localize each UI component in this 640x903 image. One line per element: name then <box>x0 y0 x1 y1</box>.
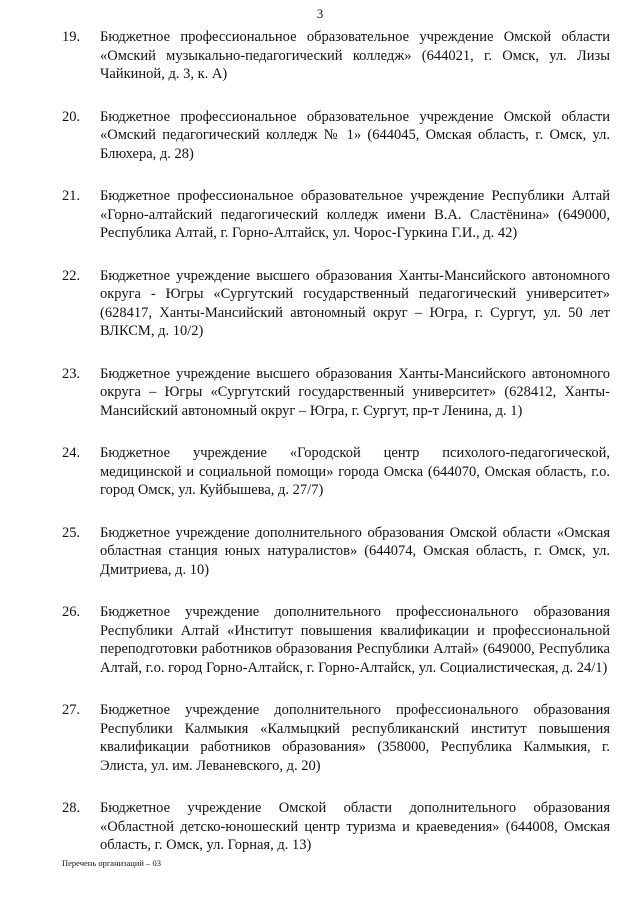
page-footer: Перечень организаций – 03 <box>62 858 161 868</box>
item-text: Бюджетное профессиональное образовательное учреждение Омской области «Омский педагогический колледж № 1» (644045, Омская область, г. Омск, ул. Блюхера, д. 28) <box>100 108 610 162</box>
page-number: 3 <box>316 6 324 21</box>
item-text: Бюджетное профессиональное образовательное учреждение Омской области «Омский музыкально-педагогический колледж» (644021, г. Омск, ул. Лизы Чайкиной, д. 3, к. А) <box>100 29 610 82</box>
item-number: 26. <box>62 604 81 620</box>
list-item <box>62 267 610 341</box>
item-number: 20. <box>62 108 81 125</box>
organization-list <box>62 28 610 879</box>
list-item <box>62 701 610 775</box>
item-number: 24. <box>62 445 81 461</box>
item-number: 21. <box>62 188 81 204</box>
list-item <box>62 603 610 677</box>
item-number: 22. <box>62 267 81 284</box>
item-text: Бюджетное учреждение высшего образования Ханты-Мансийского автономного округа - Югры «Сургутский государственный педагогический университет» (628417, Ханты-Мансийский автономный округ – Югра, г. Сургут, ул. 50 лет ВЛКСМ, д. 10/2) <box>100 267 610 339</box>
item-number: 25. <box>62 524 81 541</box>
item-text: Бюджетное учреждение дополнительного профессионального образования Республики Калмыкия «Калмыцкий республиканский институт повышения квалификации работников образования» (358000, Республика Калмыкия, г. Элиста, ул. им. Леваневского, д. 20) <box>100 702 610 774</box>
item-text: Бюджетное учреждение дополнительного образования Омской области «Омская областная станция юных натуралистов» (644074, Омская область, г. Омск, ул. Дмитриева, д. 10) <box>100 524 610 578</box>
list-item <box>62 365 610 421</box>
item-number: 23. <box>62 365 81 382</box>
item-text: Бюджетное учреждение «Городской центр психолого-педагогической, медицинской и социальной помощи» города Омска (644070, Омская область, г.о. город Омск, ул. Куйбышева, д. 27/7) <box>100 445 610 498</box>
list-item <box>62 524 610 580</box>
item-text: Бюджетное учреждение дополнительного профессионального образования Республики Алтай «Институт повышения квалификации и профессиональной переподготовки работников образования Республики Алтай» (649000, Республика Алтай, г.о. город Горно-Алтайск, г. Горно-Алтайск, ул. Социалистическая, д. 24/1) <box>100 604 610 676</box>
list-item <box>62 108 610 164</box>
item-text: Бюджетное учреждение высшего образования Ханты-Мансийского автономного округа – Югры «Сургутский государственный университет» (628412, Ханты-Мансийский автономный округ – Югра, г. Сургут, пр-т Ленина, д. 1) <box>100 365 610 419</box>
item-number: 19. <box>62 29 81 45</box>
item-text: Бюджетное профессиональное образовательное учреждение Республики Алтай «Горно-алтайский педагогический колледж имени В.А. Сластёнина» (649000, Республика Алтай, г. Горно-Алтайск, ул. Чорос-Гуркина Г.И., д. 42) <box>100 188 610 241</box>
item-number: 28. <box>62 800 81 816</box>
item-text: Бюджетное учреждение Омской области дополнительного образования «Областной детско-юношеский центр туризма и краеведения» (644008, Омская область, г. Омск, ул. Горная, д. 13) <box>100 800 610 853</box>
item-number: 27. <box>62 702 81 718</box>
list-item <box>62 799 610 855</box>
list-item <box>62 28 610 84</box>
list-item <box>62 187 610 243</box>
list-item <box>62 444 610 500</box>
